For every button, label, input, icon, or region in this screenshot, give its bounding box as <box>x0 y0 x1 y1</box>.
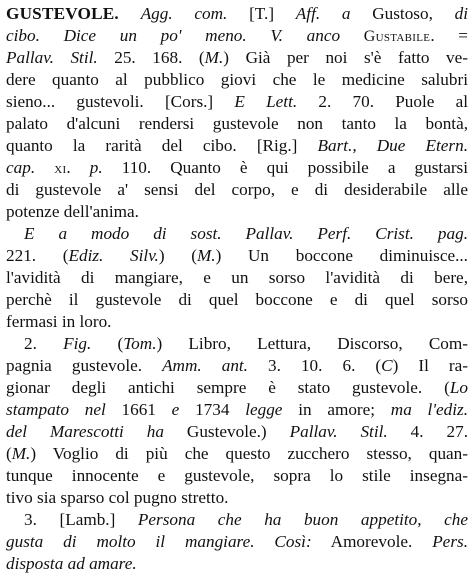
text-segment: Amorevole. <box>311 532 433 551</box>
text-segment: 110. Quanto è qui possibile a gustarsi <box>102 158 469 177</box>
text-segment: e <box>171 400 180 419</box>
text-segment: dere quanto al pubblico giovi che le medicine salubri <box>6 70 468 89</box>
text-segment: di gustevole a' sensi del corpo, e di desiderabile alle <box>6 180 468 199</box>
text-segment: sieno... gustevoli. [Cors.] <box>6 92 235 111</box>
text-line <box>24 332 468 356</box>
text-line <box>6 90 468 114</box>
text-segment <box>35 158 54 177</box>
text-segment: fermasi in loro. <box>6 312 112 331</box>
text-segment: Pers. <box>432 532 468 551</box>
text-segment: Amm. ant. <box>162 356 248 375</box>
text-segment <box>340 26 364 45</box>
text-segment: Tom. <box>123 334 157 353</box>
text-line <box>6 420 468 444</box>
text-segment: Fig. <box>63 334 92 353</box>
text-segment: ) Già per noi s'è fatto ve- <box>223 48 468 67</box>
text-segment: cibo. Dice un po' meno. V. anco <box>6 26 341 45</box>
text-segment: di <box>454 4 468 23</box>
text-segment: 221. ( <box>6 246 69 265</box>
text-line <box>6 530 468 554</box>
text-line <box>6 310 468 334</box>
text-segment: ( <box>91 334 124 353</box>
text-line <box>6 486 468 510</box>
text-line <box>6 266 468 290</box>
text-segment: Bart., Due Etern. <box>317 136 468 155</box>
text-line <box>6 68 468 92</box>
text-line <box>6 134 468 158</box>
text-line <box>6 112 468 136</box>
text-segment: legge <box>245 400 283 419</box>
text-line <box>6 2 468 26</box>
text-segment: 4. 27. <box>387 422 468 441</box>
text-line <box>6 464 468 488</box>
text-line <box>24 222 468 246</box>
text-segment: Pallav. Stil. <box>6 48 98 67</box>
text-segment: 3. [Lamb.] <box>24 510 138 529</box>
text-segment: Gustoso, <box>350 4 455 23</box>
text-segment: ( <box>6 444 12 463</box>
text-segment: p. <box>89 158 103 177</box>
text-segment: ) ( <box>158 246 197 265</box>
text-segment: gusta di molto il mangiare. Così: <box>6 532 312 551</box>
text-segment: 1734 <box>179 400 246 419</box>
text-segment: ma l'ediz. <box>390 400 468 419</box>
text-segment: Ediz. Silv. <box>68 246 159 265</box>
text-segment: stampato nel <box>6 400 106 419</box>
text-line <box>6 156 468 180</box>
text-segment: M. <box>11 444 31 463</box>
text-segment: potenze dell'anima. <box>6 202 139 221</box>
text-segment: 2. <box>24 334 64 353</box>
text-line <box>6 178 468 202</box>
text-segment <box>119 4 141 23</box>
text-segment: E a modo di sost. Pallav. Perf. Crist. pag. <box>24 224 468 243</box>
text-segment: 25. 168. ( <box>97 48 205 67</box>
text-segment: C <box>381 356 393 375</box>
text-line <box>6 442 468 466</box>
text-segment: disposta ad amare. <box>6 554 137 573</box>
text-segment: ) Un boccone diminuisce... <box>215 246 468 265</box>
text-segment: palato d'alcuni rendersi gustevole non tanto la bontà, <box>6 114 468 133</box>
text-segment: gionar degli antichi sempre è stato gustevole. ( <box>6 378 450 397</box>
text-line <box>6 398 468 422</box>
text-segment: del Marescotti ha <box>6 422 164 441</box>
text-line <box>6 24 468 48</box>
text-segment: . <box>66 158 90 177</box>
text-segment: . = <box>430 26 468 45</box>
text-segment: Gustevole.) <box>163 422 290 441</box>
text-segment: Gustabile <box>363 28 431 45</box>
text-line <box>24 508 468 532</box>
text-line <box>6 288 468 312</box>
text-segment: Pallav. Stil. <box>289 422 388 441</box>
text-line <box>6 552 468 576</box>
text-line <box>6 46 468 70</box>
text-segment: Lo <box>449 378 468 397</box>
text-segment: perchè il gustevole di quel boccone e di quel sorso <box>6 290 468 309</box>
text-segment: E Lett. <box>234 92 298 111</box>
headword: GUSTEVOLE. <box>6 4 119 23</box>
text-segment: cap. <box>6 158 36 177</box>
text-segment: ) Il ra- <box>392 356 468 375</box>
text-segment: 1661 <box>105 400 172 419</box>
text-segment: xi <box>54 160 67 177</box>
text-line <box>6 354 468 378</box>
text-line <box>6 200 468 224</box>
text-segment: Persona che ha buon appetito, che <box>137 510 468 529</box>
text-segment: ) Libro, Lettura, Discorso, Com- <box>156 334 468 353</box>
text-segment: Aff. a <box>295 4 351 23</box>
text-segment: 2. 70. Puole al <box>297 92 468 111</box>
text-segment: [T.] <box>227 4 296 23</box>
text-segment: tivo sia sparso col pugno stretto. <box>6 488 229 507</box>
text-segment: pagnia gustevole. <box>6 356 163 375</box>
text-segment: ) Voglio di più che questo zucchero stesso, quan- <box>30 444 468 463</box>
text-line <box>6 244 468 268</box>
text-segment: tunque innocente e gustevole, sopra lo stile insegna- <box>6 466 468 485</box>
text-segment: quanto la rarità del cibo. [Rig.] <box>6 136 318 155</box>
text-segment: M. <box>196 246 216 265</box>
text-segment: in amore; <box>282 400 391 419</box>
text-segment: Agg. com. <box>140 4 228 23</box>
text-segment: M. <box>204 48 224 67</box>
text-line <box>6 376 468 400</box>
text-segment: l'avidità di mangiare, e un sorso l'avidità di bere, <box>6 268 468 287</box>
text-segment: 3. 10. 6. ( <box>247 356 382 375</box>
